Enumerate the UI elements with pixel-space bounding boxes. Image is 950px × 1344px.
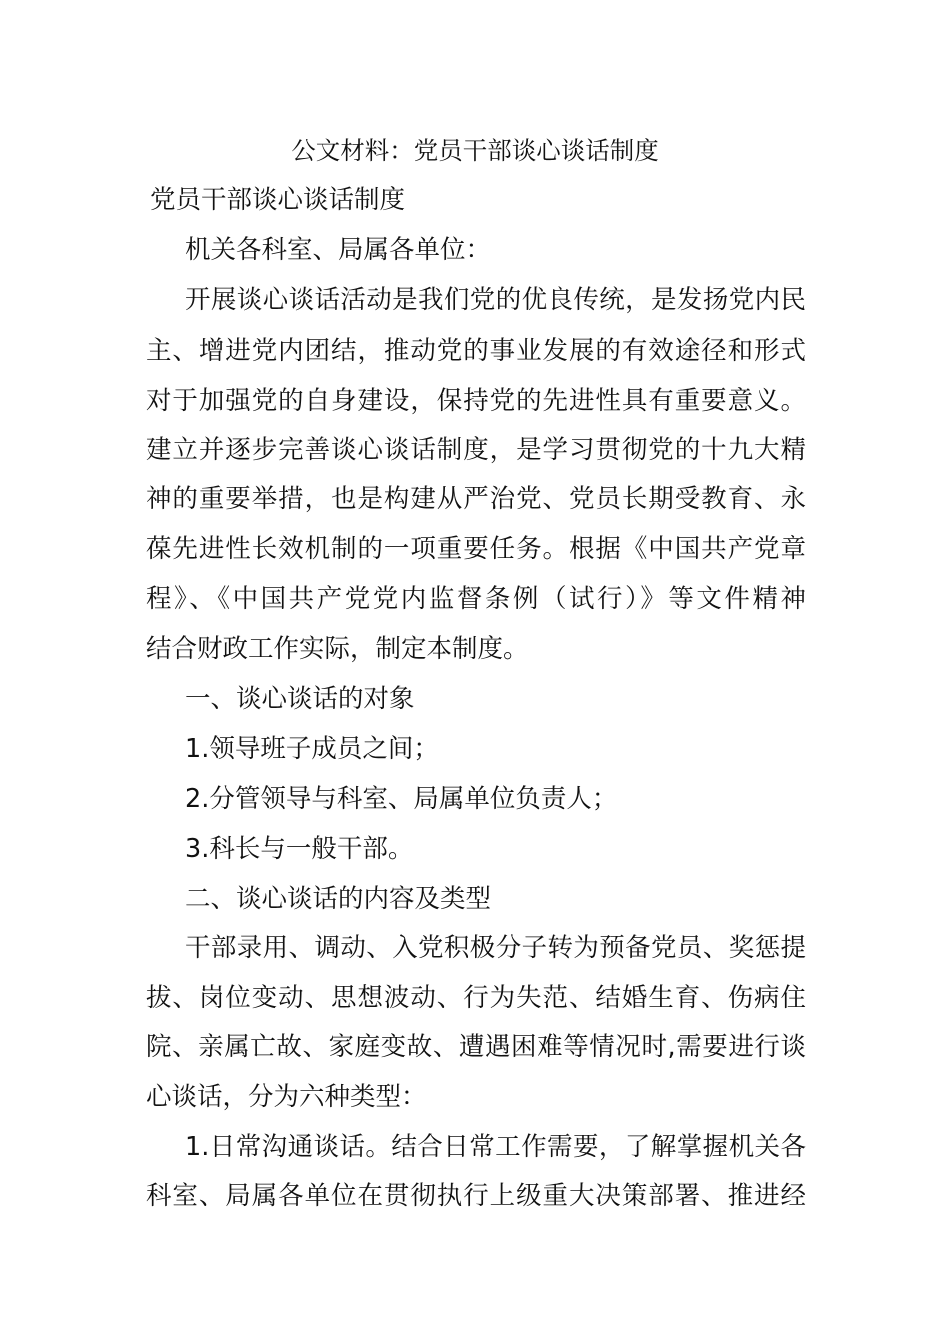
- section-two-heading: 二、谈心谈话的内容及类型: [185, 884, 492, 914]
- intro-line: 神的重要举措，也是构建从严治党、党员长期受教育、永: [146, 484, 806, 514]
- section-one-item: 2.分管领导与科室、局属单位负责人；: [185, 784, 618, 814]
- section-two-line: 拔、岗位变动、思想波动、行为失范、结婚生育、伤病住: [146, 983, 806, 1013]
- section-two-line: 院、亲属亡故、家庭变故、遭遇困难等情况时,需要进行谈: [146, 1032, 806, 1062]
- intro-line: 主、增进党内团结，推动党的事业发展的有效途径和形式: [146, 336, 806, 366]
- section-one-item: 3.科长与一般干部。: [185, 834, 414, 864]
- intro-line: 建立并逐步完善谈心谈话制度，是学习贯彻党的十九大精: [146, 435, 806, 465]
- intro-line: 结合财政工作实际，制定本制度。: [146, 634, 529, 664]
- type-one-line: 科室、局属各单位在贯彻执行上级重大决策部署、推进经: [146, 1181, 806, 1211]
- section-two-line: 干部录用、调动、入党积极分子转为预备党员、奖惩提: [185, 933, 806, 963]
- section-two-line: 心谈话，分为六种类型：: [146, 1082, 427, 1112]
- intro-line: 程》、《中国共产党党内监督条例（试行）》等文件精神: [146, 584, 806, 614]
- intro-line: 对于加强党的自身建设，保持党的先进性具有重要意义。: [146, 386, 806, 416]
- document-title: 公文材料：党员干部谈心谈话制度: [291, 136, 659, 165]
- intro-line: 葆先进性长效机制的一项重要任务。根据《中国共产党章: [146, 534, 806, 564]
- section-one-item: 1.领导班子成员之间；: [185, 734, 439, 764]
- intro-line: 开展谈心谈话活动是我们党的优良传统，是发扬党内民: [185, 285, 806, 315]
- section-one-heading: 一、谈心谈话的对象: [185, 684, 415, 714]
- document-subtitle: 党员干部谈心谈话制度: [150, 185, 406, 215]
- type-one-line: 1.日常沟通谈话。结合日常工作需要，了解掌握机关各: [185, 1132, 806, 1162]
- addressee: 机关各科室、局属各单位：: [185, 235, 492, 265]
